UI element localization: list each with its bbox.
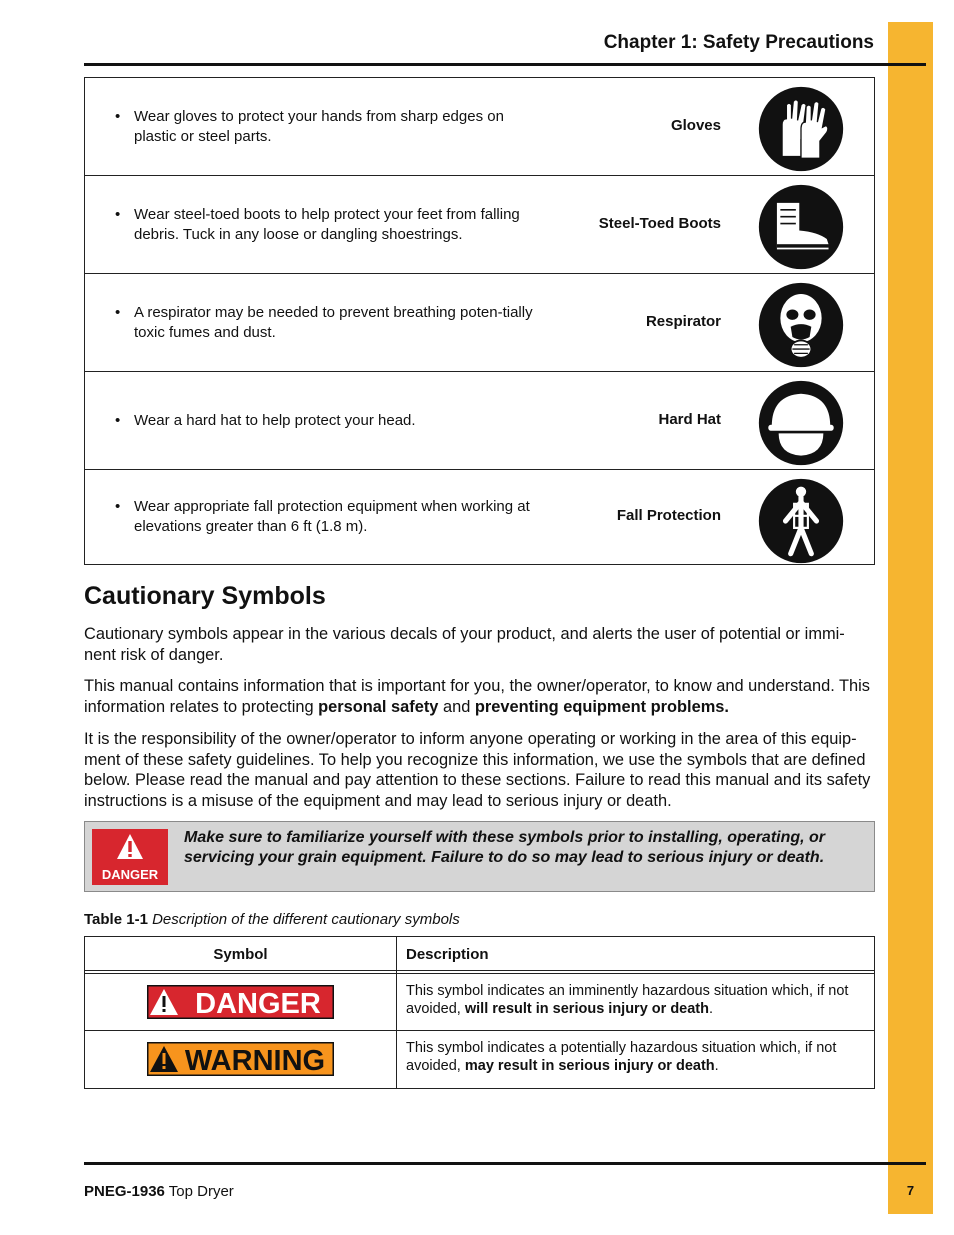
danger-badge-label: DANGER (101, 867, 159, 882)
danger-notice (84, 821, 875, 892)
bullet: • (115, 107, 121, 125)
danger-message: Make sure to familiarize yourself with these symbols prior to installing, operating, or servicing your grain equipment. Failure to do so may lead to serious injury or death. (184, 829, 826, 866)
paragraph-intro: Cautionary symbols appear in the various decals of your product, and alerts the user of potential or immi-nent risk of danger. (84, 625, 845, 664)
section-title: Cautionary Symbols (84, 582, 326, 610)
chapter-side-tab (888, 22, 933, 1214)
exclamation-triangle-icon (116, 833, 144, 861)
ppe-text: Wear a hard hat to help protect your head. (134, 411, 416, 429)
paragraph-importance: This manual contains information that is important for you, the owner/operator, to know and understand. This information relates to protecting personal safety and preventing equipment problems. (84, 677, 870, 716)
table-header-row (85, 937, 874, 974)
footer-doc-title: PNEG-1936 Top Dryer (84, 1183, 234, 1200)
table-row-warning (85, 1031, 874, 1088)
gloves-icon (758, 86, 844, 172)
danger-sign-icon (147, 985, 334, 1019)
bullet: • (115, 303, 121, 321)
bullet: • (115, 411, 121, 429)
paragraph-responsibility: It is the responsibility of the owner/operator to inform anyone operating or working in the area of this equip-ment of these safety guidelines. To help you recognize this information, we use the symbols that are defined below. Please read the manual and pay attention to these sections. Failure to read this manual and its safety instructions is a misuse of the equipment and may lead to serious injury or death. (84, 730, 871, 810)
chapter-title: Chapter 1: Safety Precautions (603, 32, 874, 53)
ppe-text: Wear steel-toed boots to help protect your feet from falling debris. Tuck in any loose or dangling shoestrings. (134, 205, 520, 243)
ppe-row-gloves (85, 78, 874, 176)
ppe-row-respirator (85, 274, 874, 372)
ppe-row-boots (85, 176, 874, 274)
ppe-table (84, 77, 875, 565)
danger-badge (92, 829, 168, 885)
footer-rule (84, 1162, 926, 1165)
warning-sign-icon (147, 1042, 334, 1076)
ppe-label: Respirator (645, 312, 721, 330)
table-row-danger (85, 974, 874, 1031)
ppe-text: A respirator may be needed to prevent breathing poten-tially toxic fumes and dust. (134, 303, 533, 341)
header-description: Description (406, 946, 489, 963)
symbol-table (84, 936, 875, 1089)
respirator-icon (758, 282, 844, 368)
hard-hat-icon (758, 380, 844, 466)
table-caption: Table 1-1 Description of the different cautionary symbols (84, 911, 460, 928)
ppe-text: Wear gloves to protect your hands from sharp edges on plastic or steel parts. (134, 107, 504, 145)
ppe-label: Hard Hat (658, 410, 721, 428)
bullet: • (115, 498, 121, 515)
ppe-row-hard-hat (85, 372, 874, 470)
ppe-label: Gloves (670, 116, 721, 134)
warning-description: This symbol indicates a potentially hazardous situation which, if not avoided, may result in serious injury or death. (406, 1040, 837, 1074)
ppe-row-fall-protection (85, 470, 874, 564)
ppe-text: Wear appropriate fall protection equipment when working at elevations greater than 6 ft (1.8 m). (134, 498, 530, 535)
ppe-label: Fall Protection (616, 506, 721, 524)
harness-icon (758, 478, 844, 564)
boot-icon (758, 184, 844, 270)
header-symbol: Symbol (213, 946, 268, 963)
bullet: • (115, 205, 121, 223)
header-rule (84, 63, 926, 66)
svg-text:DANGER: DANGER (195, 988, 321, 1019)
page-number: 7 (906, 1183, 915, 1198)
svg-text:WARNING: WARNING (184, 1045, 326, 1076)
ppe-label: Steel-Toed Boots (598, 214, 721, 232)
danger-description: This symbol indicates an imminently hazardous situation which, if not avoided, will result in serious injury or death. (406, 983, 849, 1017)
